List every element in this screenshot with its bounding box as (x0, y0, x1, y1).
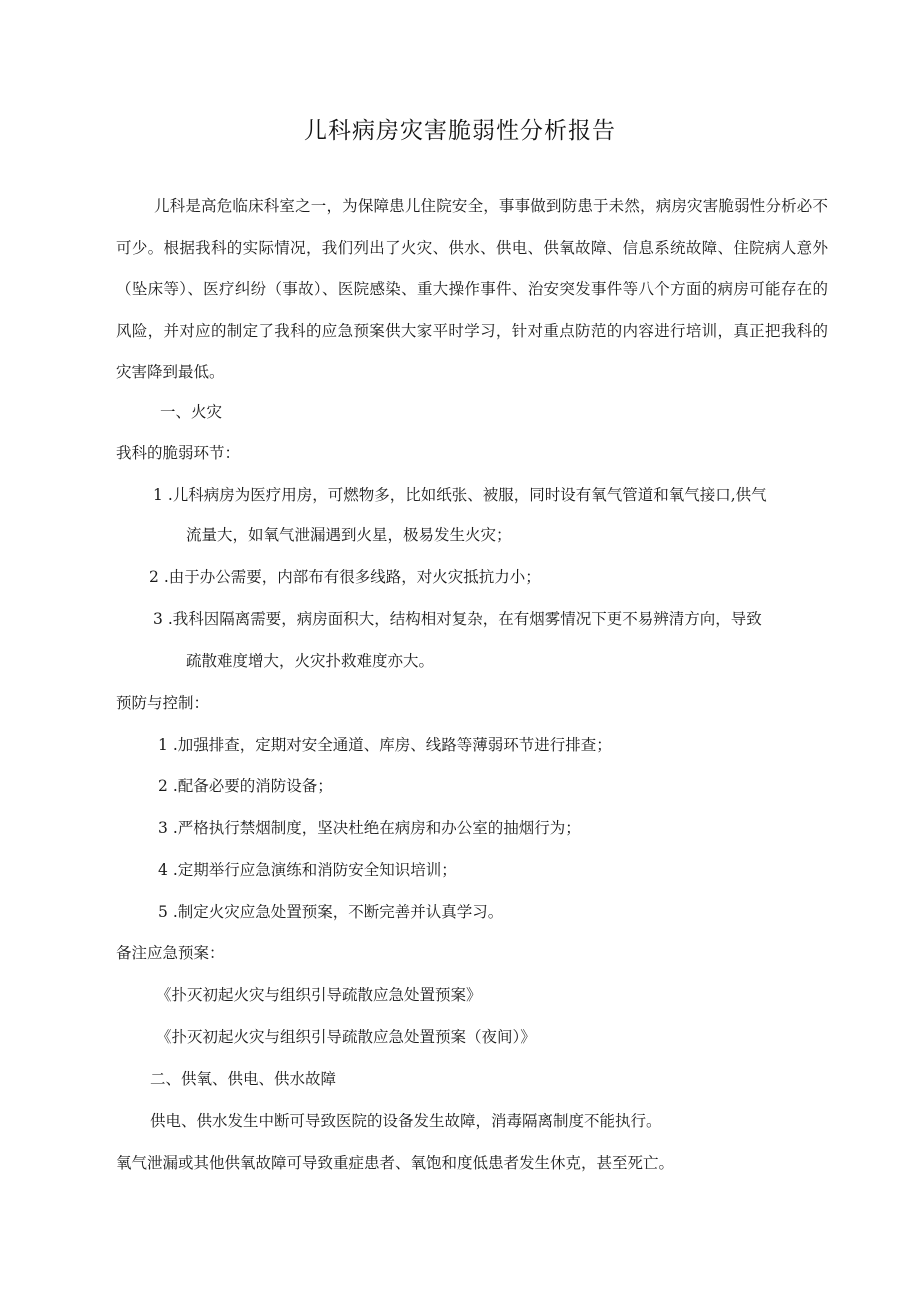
intro-paragraph: 儿科是高危临床科室之一，为保障患儿住院安全，事事做到防患于未然，病房灾害脆弱性分析必不可少。根据我科的实际情况，我们列出了火灾、供水、供电、供氧故障、信息系统故障、住院病人意外（坠床等）、医疗纠纷（事故）、医院感染、重大操作事件、治安突发事件等八个方面的病房可能存在的风险，并对应的制定了我科的应急预案供大家平时学习，针对重点防范的内容进行培训，真正把我科的灾害降到最低。 (116, 197, 828, 381)
section1-heading: 一、火灾 (160, 403, 223, 421)
prevention-item-4-text: .定期举行应急演练和消防安全知识培训； (172, 861, 457, 879)
prevention-item-3-text: .严格执行禁烟制度，坚决杜绝在病房和办公室的抽烟行为； (172, 819, 581, 837)
weak-item-3-continuation: 疏散难度增大，火灾扑救难度亦大。 (186, 652, 435, 670)
remark-label: 备注应急预案： (116, 944, 225, 962)
prevention-item-2 (158, 775, 333, 797)
prevention-label: 预防与控制： (116, 694, 210, 712)
weak-item-1-continuation: 流量大，如氧气泄漏遇到火星，极易发生火灾； (186, 526, 512, 544)
section2-heading: 二、供氧、供电、供水故障 (150, 1070, 337, 1088)
prevention-item-5 (158, 901, 503, 923)
weak-points-label: 我科的脆弱环节： (116, 444, 241, 462)
prevention-item-1-number: 1 (158, 736, 168, 754)
prevention-item-3-number: 3 (158, 819, 168, 837)
document-title: 儿科病房灾害脆弱性分析报告 (304, 118, 616, 144)
prevention-item-2-number: 2 (158, 777, 168, 795)
prevention-item-1-text: .加强排查，定期对安全通道、库房、线路等薄弱环节进行排查； (172, 736, 612, 754)
prevention-item-5-number: 5 (158, 903, 168, 921)
plan-2: 《扑灭初起火灾与组织引导疏散应急处置预案（夜间）》 (156, 1028, 536, 1046)
prevention-item-4-number: 4 (158, 861, 168, 879)
weak-item-3-text: .我科因隔离需要，病房面积大，结构相对复杂，在有烟雾情况下更不易辨清方向，导致 (167, 610, 762, 628)
weak-item-1-text: .儿科病房为医疗用房，可燃物多，比如纸张、被服，同时设有氧气管道和氧气接口,供气 (167, 486, 767, 504)
weak-item-3-number: 3 (153, 610, 163, 628)
weak-item-1 (153, 484, 767, 506)
prevention-item-3 (158, 817, 581, 839)
weak-item-2-text: .由于办公需要，内部布有很多线路，对火灾抵抗力小； (163, 568, 541, 586)
prevention-item-1 (158, 734, 612, 756)
section2-paragraph-1: 供电、供水发生中断可导致医院的设备发生故障，消毒隔离制度不能执行。 (150, 1112, 662, 1130)
weak-item-3 (153, 608, 762, 630)
weak-item-2 (149, 566, 541, 588)
prevention-item-4 (158, 859, 457, 881)
prevention-item-5-text: .制定火灾应急处置预案，不断完善并认真学习。 (172, 903, 504, 921)
section2-paragraph-2: 氧气泄漏或其他供氧故障可导致重症患者、氧饱和度低患者发生休克，甚至死亡。 (116, 1154, 675, 1172)
plan-1: 《扑灭初起火灾与组织引导疏散应急处置预案》 (156, 986, 482, 1004)
prevention-item-2-text: .配备必要的消防设备； (172, 777, 333, 795)
weak-item-1-number: 1 (153, 486, 163, 504)
weak-item-2-number: 2 (149, 568, 159, 586)
